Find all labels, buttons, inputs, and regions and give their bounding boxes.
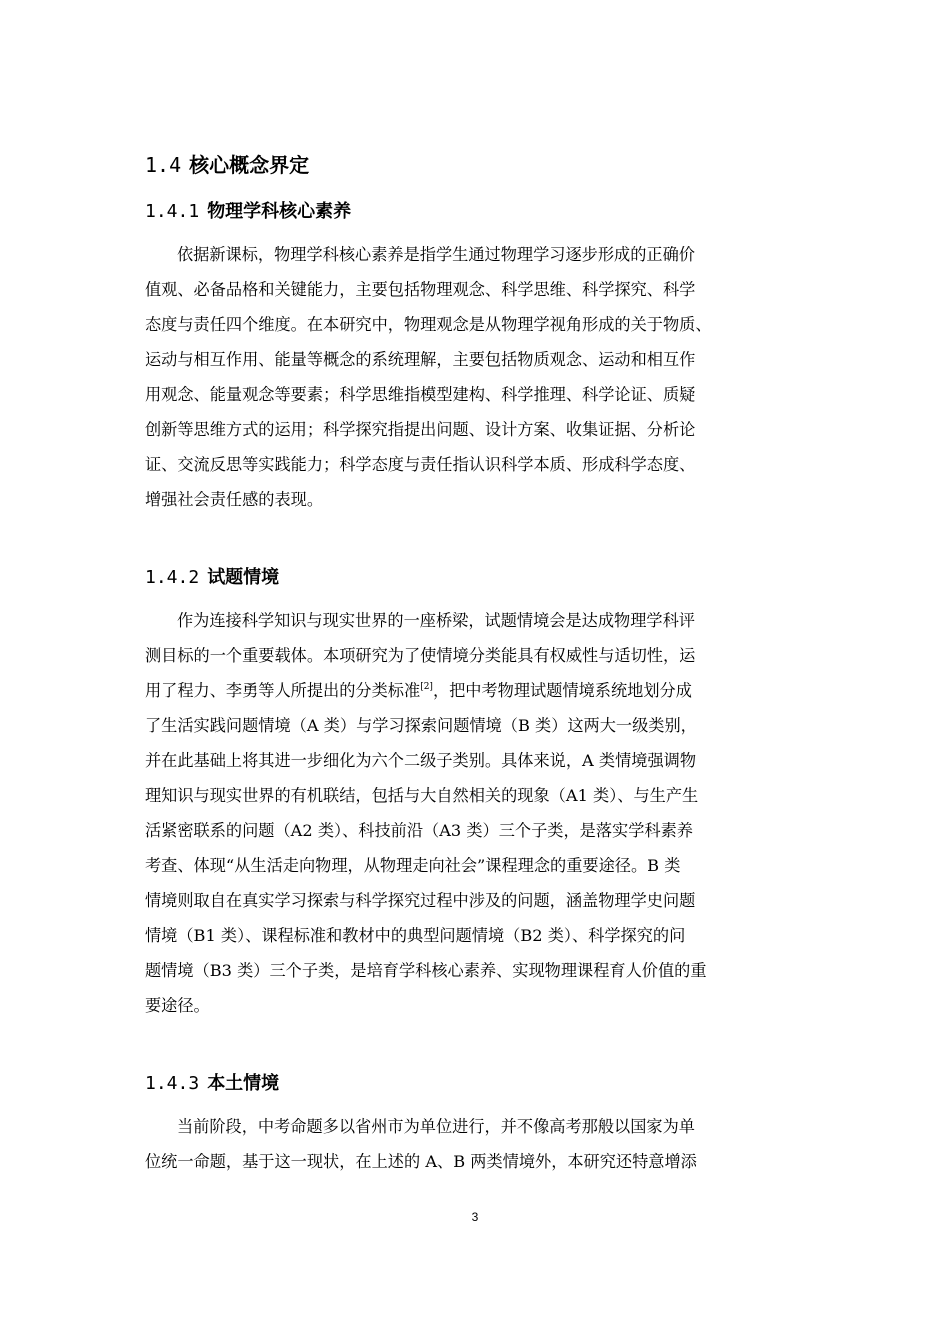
subsection-title: 物理学科核心素养	[207, 201, 352, 222]
subsection-title: 试题情境	[207, 567, 280, 588]
section-title: 核心概念界定	[189, 153, 310, 177]
text-line: 运动与相互作用、能量等概念的系统理解，主要包括物质观念、运动和相互作	[145, 350, 696, 369]
text-line: 态度与责任四个维度。在本研究中，物理观念是从物理学视角形成的关于物质、	[145, 315, 712, 334]
citation-marker: [2]	[420, 682, 433, 692]
text-line: 理知识与现实世界的有机联结，包括与大自然相关的现象（A1 类）、与生产生	[145, 786, 699, 805]
text-line: 值观、必备品格和关键能力，主要包括物理观念、科学思维、科学探究、科学	[145, 280, 696, 299]
text-fragment: ，把中考物理试题情境系统地划分成	[432, 681, 692, 700]
subsection-heading-1	[145, 198, 351, 226]
text-line: 位统一命题，基于这一现状，在上述的 A、B 两类情境外，本研究还特意增添	[145, 1152, 697, 1171]
text-line: 当前阶段，中考命题多以省州市为单位进行，并不像高考那般以国家为单	[177, 1117, 695, 1136]
text-line: 增强社会责任感的表现。	[145, 490, 324, 509]
text-line: 考查、体现“从生活走向物理，从物理走向社会”课程理念的重要途径。B 类	[145, 856, 681, 875]
subsection-title: 本土情境	[207, 1073, 280, 1094]
text-line: 活紧密联系的问题（A2 类）、科技前沿（A3 类）三个子类，是落实学科素养	[145, 821, 693, 840]
subsection-number: 1.4.3	[145, 1073, 200, 1094]
subsection-number: 1.4.2	[145, 567, 200, 588]
subsection-heading-3	[145, 1070, 279, 1098]
paragraph-local-context	[145, 1109, 810, 1179]
text-line: 要途径。	[145, 996, 210, 1015]
text-line: 情境则取自在真实学习探索与科学探究过程中涉及的问题，涵盖物理学史问题	[145, 891, 696, 910]
paragraph-core-literacy	[145, 237, 810, 517]
subsection-heading-2	[145, 564, 279, 592]
text-line: 情境（B1 类）、课程标准和教材中的典型问题情境（B2 类）、科学探究的问	[145, 926, 686, 945]
subsection-number: 1.4.1	[145, 201, 200, 222]
text-line: 用观念、能量观念等要素；科学思维指模型建构、科学推理、科学论证、质疑	[145, 385, 696, 404]
section-number: 1.4	[145, 153, 182, 177]
text-line	[145, 673, 810, 708]
text-line: 创新等思维方式的运用；科学探究指提出问题、设计方案、收集证据、分析论	[145, 420, 696, 439]
text-line: 证、交流反思等实践能力；科学态度与责任指认识科学本质、形成科学态度、	[145, 455, 696, 474]
text-line: 测目标的一个重要载体。本项研究为了使情境分类能具有权威性与适切性，运	[145, 646, 696, 665]
text-line: 作为连接科学知识与现实世界的一座桥梁，试题情境会是达成物理学科评	[177, 611, 695, 630]
page-number: 3	[471, 1210, 479, 1224]
text-line: 依据新课标，物理学科核心素养是指学生通过物理学习逐步形成的正确价	[177, 245, 695, 264]
paragraph-test-context	[145, 603, 810, 1023]
text-line: 了生活实践问题情境（A 类）与学习探索问题情境（B 类）这两大一级类别，	[145, 716, 697, 735]
text-line: 题情境（B3 类）三个子类，是培育学科核心素养、实现物理课程育人价值的重	[145, 961, 707, 980]
text-line: 并在此基础上将其进一步细化为六个二级子类别。具体来说，A 类情境强调物	[145, 751, 697, 770]
text-fragment: 用了程力、李勇等人所提出的分类标准	[145, 681, 421, 700]
section-heading	[145, 150, 309, 180]
